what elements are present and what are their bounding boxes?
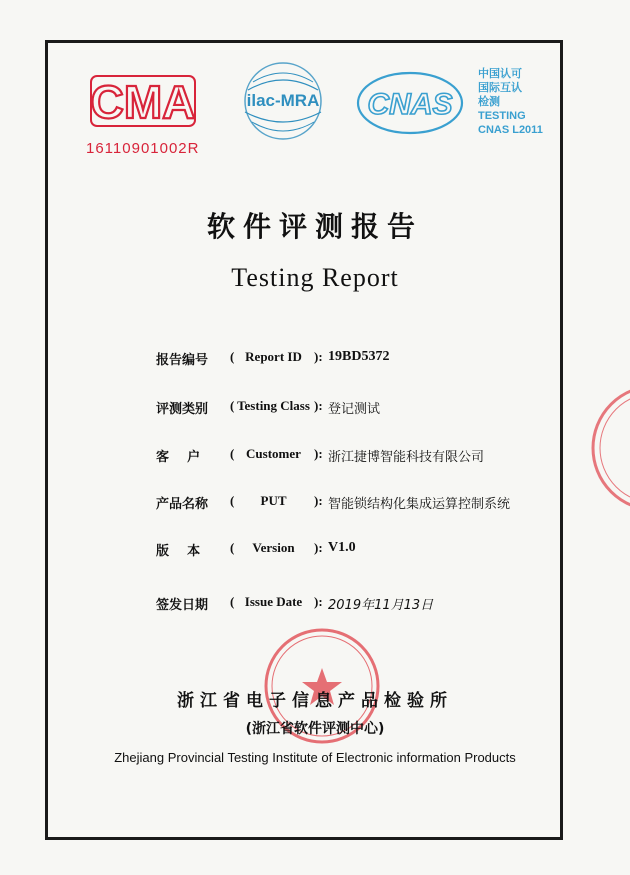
cnas-line: 国际互认 [478, 82, 522, 94]
field-value: V1.0 [328, 540, 356, 555]
field-label-en: Customer [246, 446, 301, 461]
ilac-mra-logo [228, 60, 338, 142]
field-label-en: Issue Date [244, 594, 303, 609]
field-label-cn: 产品名称 [156, 497, 209, 512]
partial-seal [585, 378, 630, 518]
field-label-en: Version [252, 540, 295, 555]
issuer-subname-chinese: (浙江省软件评测中心) [245, 721, 385, 737]
field-label-cn: 版 本 [156, 544, 201, 559]
cnas-text: CNAS [367, 88, 453, 121]
cma-text: CMA [90, 76, 196, 128]
field-value: 登记测试 [328, 402, 381, 417]
field-value: 智能锁结构化集成运算控制系统 [328, 497, 511, 512]
ilac-text: ilac-MRA [246, 91, 320, 110]
cma-number: 16110901002R [86, 140, 200, 157]
title-chinese: 软件评测报告 [206, 210, 423, 243]
cnas-logo [355, 70, 465, 136]
cnas-line: 中国认可 [478, 68, 522, 80]
issuer-name-chinese: 浙江省电子信息产品检验所 [177, 691, 453, 711]
field-value: 19BD5372 [328, 349, 390, 364]
field-label-en: Testing Class [237, 398, 310, 413]
field-label-cn: 客 户 [156, 450, 201, 465]
cnas-accreditation-text [478, 67, 543, 137]
field-label-cn: 报告编号 [156, 353, 209, 368]
field-label-en: Report ID [245, 349, 302, 364]
cnas-line: 检测 [478, 96, 500, 108]
title-english: Testing Report [231, 263, 399, 292]
cnas-line: CNAS L2011 [478, 124, 543, 136]
cnas-line: TESTING [478, 110, 526, 122]
issuer-name-english: Zhejiang Provincial Testing Institute of Electronic information Products [114, 750, 516, 765]
field-value: 浙江捷博智能科技有限公司 [328, 450, 485, 465]
field-value-handwritten: 2019年11月13日 [328, 598, 434, 613]
field-label-cn: 签发日期 [156, 598, 209, 613]
field-label-en: PUT [260, 493, 287, 508]
cma-logo [88, 70, 198, 132]
field-label-cn: 评测类别 [156, 402, 209, 417]
